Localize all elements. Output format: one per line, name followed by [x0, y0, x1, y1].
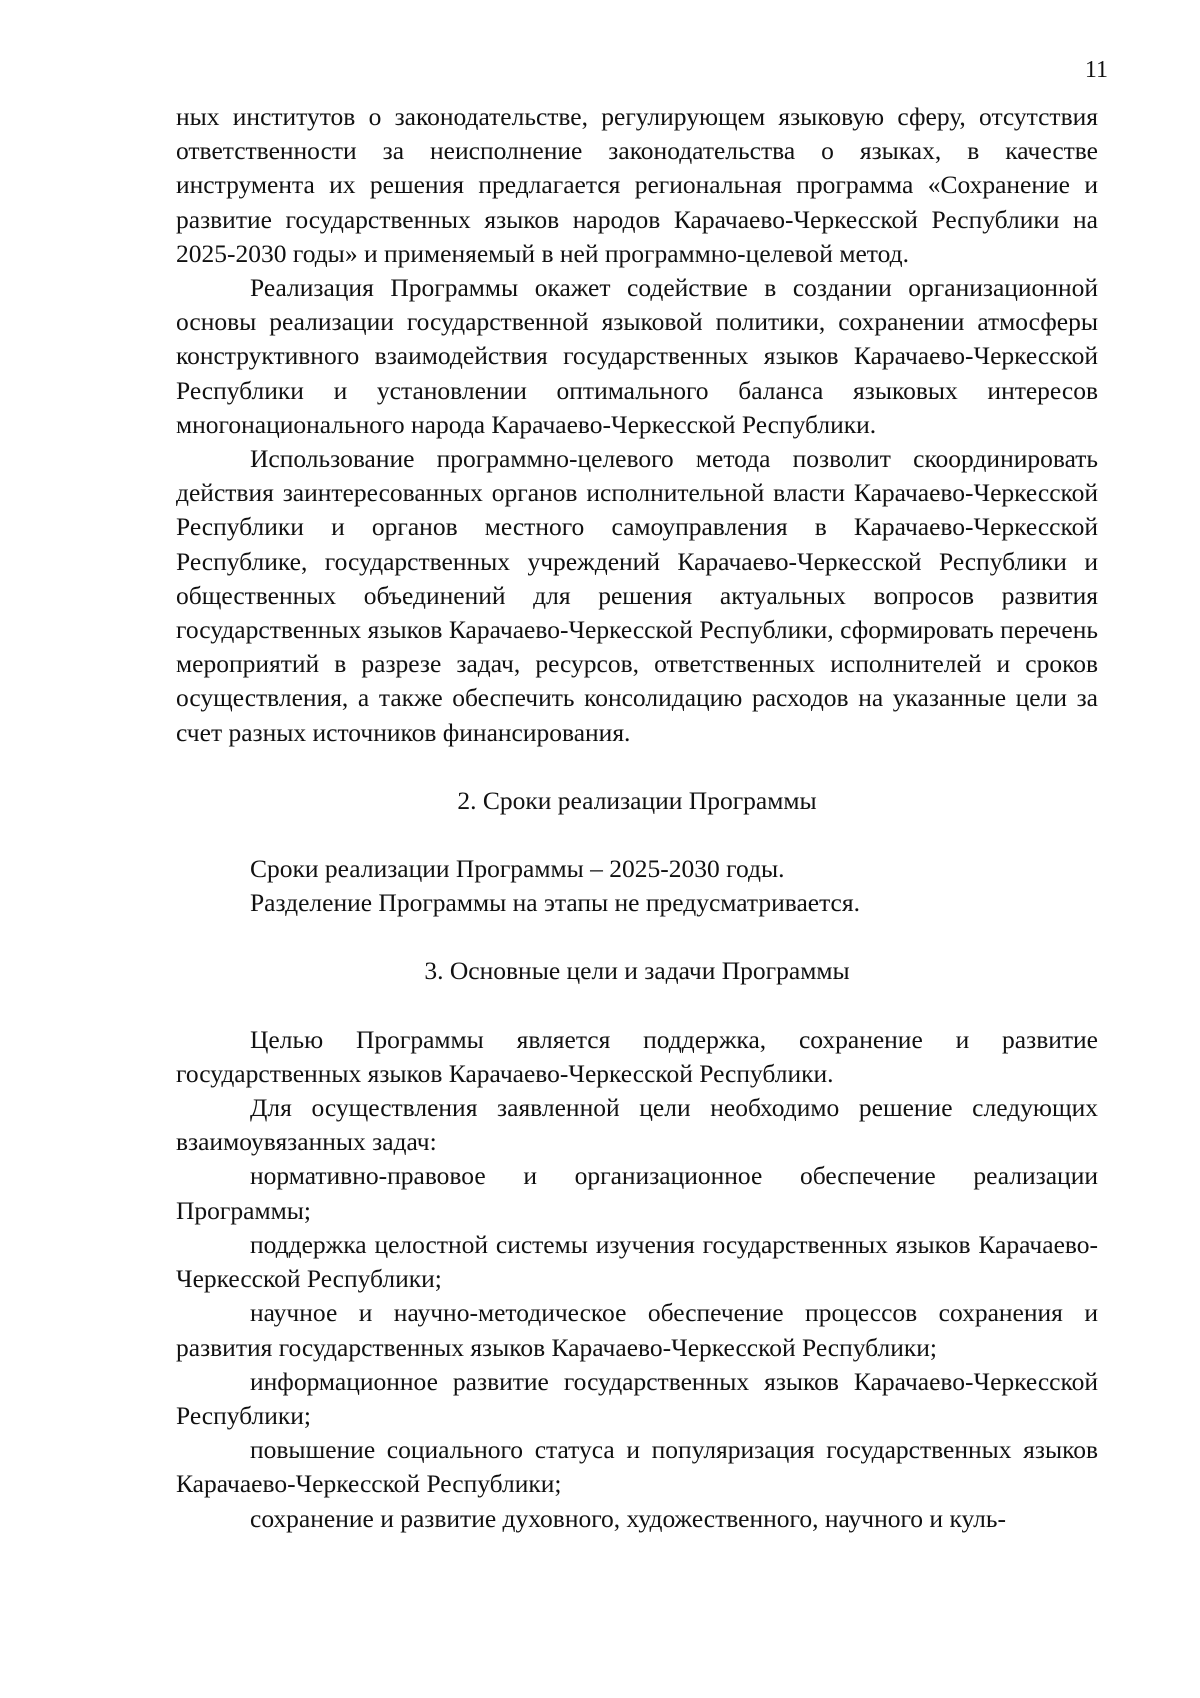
document-body	[176, 100, 1098, 1536]
timeline-line-stages: Разделение Программы на этапы не предусматривается.	[250, 888, 860, 918]
timeline-line-period: Сроки реализации Программы – 2025-2030 годы.	[250, 854, 785, 884]
paragraph-program-target-method: Использование программно-целевого метода позволит скоординировать действия заинтересованных органов исполнительной власти Карачаево-Черкесской Республики и органов местного самоуправления в Карачаево-Черкесской Республике, государственных учреждений Карачаево-Черкесской Республики и общественных объединений для решения актуальных вопросов развития государственных языков Карачаево-Черкесской Республики, сформировать перечень мероприятий в разрезе задач, ресурсов, ответственных исполнителей и сроков осуществления, а также обеспечить консолидацию расходов на указанные цели за счет разных источников финансирования.	[176, 444, 1098, 747]
section-heading-timeline: 2. Сроки реализации Программы	[457, 785, 817, 815]
spacer	[176, 750, 1098, 784]
spacer	[176, 989, 1098, 1023]
page-number: 11	[1084, 57, 1108, 83]
paragraph-goal: Целью Программы является поддержка, сохранение и развитие государственных языков Карачаево-Черкесской Республики.	[176, 1024, 1098, 1088]
task-item: повышение социального статуса и популяризация государственных языков Карачаево-Черкесской Республики;	[176, 1435, 1098, 1499]
spacer	[176, 818, 1098, 852]
task-item: нормативно-правовое и организационное обеспечение реализации Программы;	[176, 1161, 1098, 1225]
task-item: научное и научно-методическое обеспечение процессов сохранения и развития государственных языков Карачаево-Черкесской Республики;	[176, 1298, 1098, 1362]
section-heading-goals: 3. Основные цели и задачи Программы	[424, 956, 850, 986]
paragraph-tasks-intro: Для осуществления заявленной цели необходимо решение следующих взаимоувязанных задач:	[176, 1093, 1098, 1157]
task-item: поддержка целостной системы изучения государственных языков Карачаево-Черкесской Республики;	[176, 1229, 1098, 1294]
task-item: сохранение и развитие духовного, художественного, научного и куль-	[250, 1503, 1006, 1533]
paragraph-program-implementation: Реализация Программы окажет содействие в создании организационной основы реализации государственной языковой политики, сохранении атмосферы конструктивного взаимодействия государственных языков Карачаево-Черкесской Республики и установлении оптимального баланса языковых интересов многонационального народа Карачаево-Черкесской Республики.	[176, 273, 1098, 439]
spacer	[176, 920, 1098, 954]
paragraph-continuation: ных институтов о законодательстве, регулирующем языковую сферу, отсутствия ответственности за неисполнение законодательства о языках, в качестве инструмента их решения предлагается региональная программа «Сохранение и развитие государственных языков народов Карачаево-Черкесской Республики на 2025-2030 годы» и применяемый в ней программно-целевой метод.	[176, 102, 1098, 268]
task-item: информационное развитие государственных языков Карачаево-Черкесской Республики;	[176, 1366, 1098, 1430]
